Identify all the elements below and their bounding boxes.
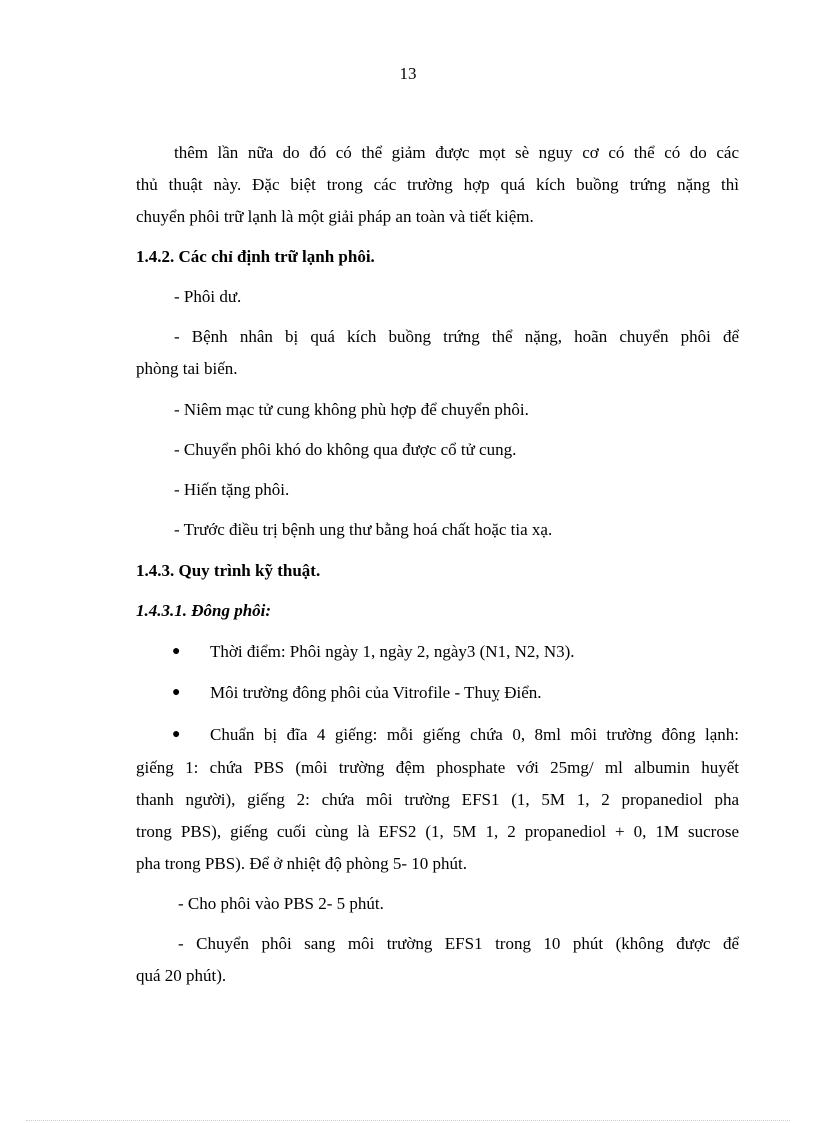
bullet-continuation: thanh người), giếng 2: chứa môi trường EFS1 (1, 5M 1, 2 propanediol pha — [136, 790, 739, 809]
subsection-heading-1431: 1.4.3.1. Đông phôi: — [136, 601, 272, 620]
step-continuation: quá 20 phút). — [136, 966, 227, 985]
step-item: - Chuyển phôi sang môi trường EFS1 trong 10 phút (không được để — [178, 934, 739, 953]
bullet-icon: ● — [172, 685, 181, 700]
list-item: - Trước điều trị bệnh ung thư bằng hoá chất hoặc tia xạ. — [174, 520, 553, 539]
list-item: - Niêm mạc tử cung không phù hợp để chuyển phôi. — [174, 400, 529, 419]
bullet-continuation: pha trong PBS). Để ở nhiệt độ phòng 5- 10 phút. — [136, 854, 468, 873]
list-item: - Chuyển phôi khó do không qua được cổ tử cung. — [174, 440, 517, 459]
intro-line-1: thêm lần nữa do đó có thể giảm được mọt sè nguy cơ có thể có do các — [174, 143, 739, 162]
bullet-continuation: giếng 1: chứa PBS (môi trường đệm phosphate với 25mg/ ml albumin huyết — [136, 758, 739, 777]
intro-line-3: chuyển phôi trữ lạnh là một giải pháp an toàn và tiết kiệm. — [136, 207, 534, 226]
section-heading-142: 1.4.2. Các chỉ định trữ lạnh phôi. — [136, 247, 375, 266]
bullet-item: Thời điểm: Phôi ngày 1, ngày 2, ngày3 (N1, N2, N3). — [210, 642, 575, 661]
page-number: 13 — [399, 64, 417, 83]
list-item: - Hiến tặng phôi. — [174, 480, 290, 499]
section-heading-143: 1.4.3. Quy trình kỹ thuật. — [136, 561, 321, 580]
bullet-icon: ● — [172, 644, 181, 659]
list-item: - Phôi dư. — [174, 287, 242, 306]
intro-line-2: thủ thuật này. Đặc biệt trong các trường hợp quá kích buồng trứng nặng thì — [136, 175, 739, 194]
list-item-continuation: phòng tai biến. — [136, 359, 238, 378]
list-item: - Bệnh nhân bị quá kích buồng trứng thể nặng, hoãn chuyển phôi để — [174, 327, 739, 346]
step-item: - Cho phôi vào PBS 2- 5 phút. — [178, 894, 384, 913]
bullet-item: Môi trường đông phôi của Vitrofile - Thuỵ Điển. — [210, 683, 542, 702]
bullet-item: Chuẩn bị đĩa 4 giếng: mỗi giếng chứa 0, 8ml môi trường đông lạnh: — [210, 725, 739, 744]
bullet-continuation: trong PBS), giếng cuối cùng là EFS2 (1, 5M 1, 2 propanediol + 0, 1M sucrose — [136, 822, 739, 841]
bullet-icon: ● — [172, 727, 181, 742]
page-bottom-rule — [26, 1120, 790, 1121]
